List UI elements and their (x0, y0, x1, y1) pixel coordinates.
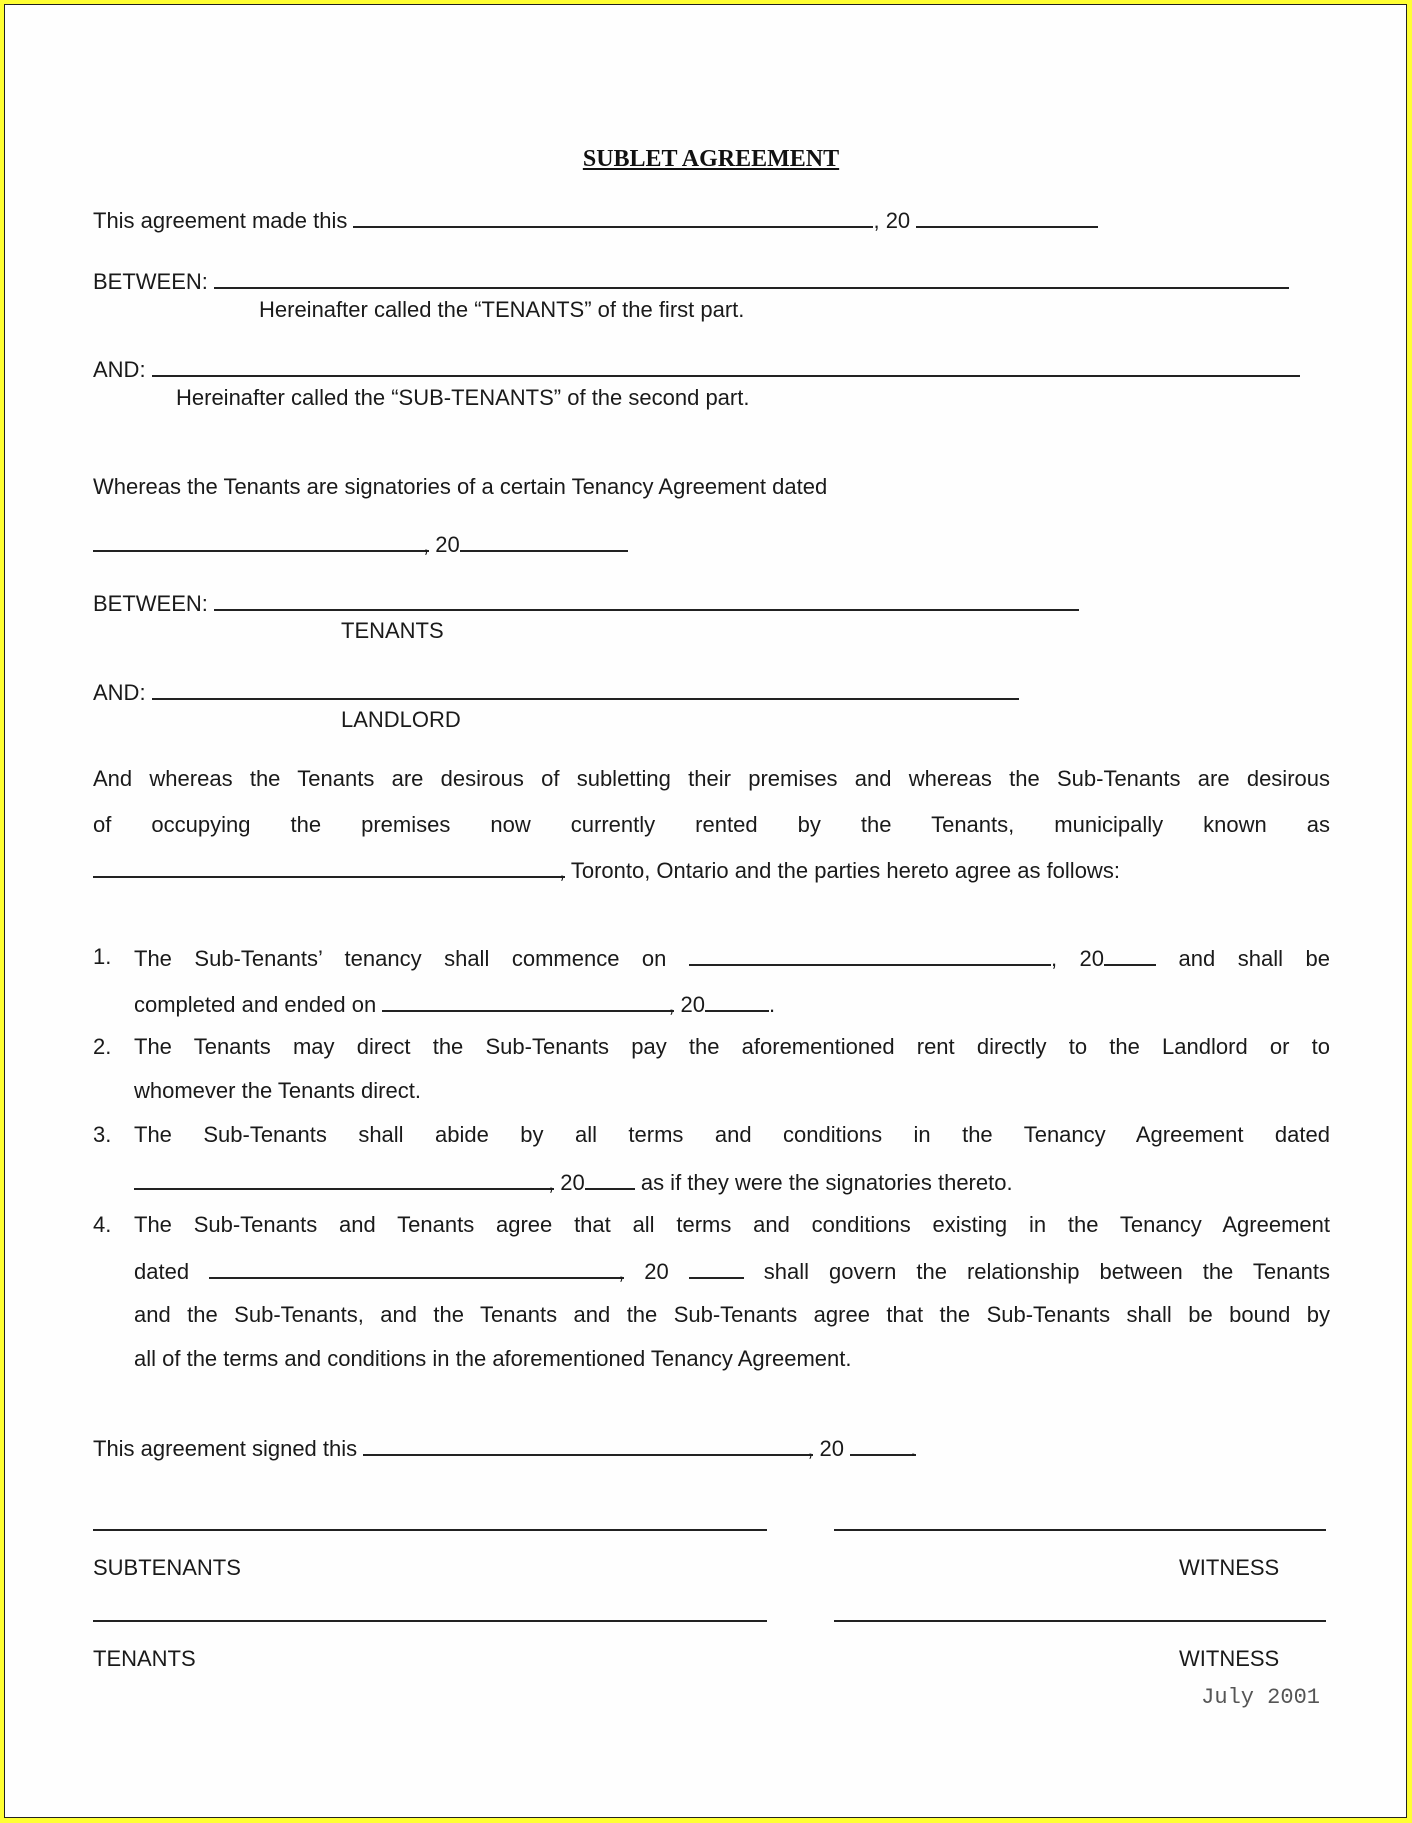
clause-4-line2 (134, 1257, 1330, 1285)
label: as if they were the signatories thereto. (640, 1170, 1013, 1195)
date-blank[interactable] (353, 206, 873, 228)
clause-number: 4. (93, 1212, 112, 1237)
label: BETWEEN: (93, 591, 208, 616)
label: , 20 (668, 992, 706, 1017)
witness-signature-line-1[interactable] (834, 1529, 1326, 1531)
tenants-label: TENANTS (93, 1646, 196, 1671)
label: dated (134, 1259, 190, 1284)
clause-3-line2 (134, 1168, 1013, 1196)
label: , 20 (618, 1259, 669, 1284)
witness-signature-line-2[interactable] (834, 1620, 1326, 1622)
whereas-text: Whereas the Tenants are signatories of a certain Tenancy Agreement dated (93, 474, 828, 499)
label: shall govern the relationship between the Tenants (763, 1259, 1330, 1284)
label: This agreement made this (93, 208, 348, 233)
label: . (910, 1436, 917, 1461)
tenants-caption-2: TENANTS (341, 618, 444, 643)
and-whereas-line1: And whereas the Tenants are desirous of subletting their premises and whereas the Sub-Tenants are desirous (93, 766, 1330, 791)
label: This agreement signed this (93, 1436, 358, 1461)
clause-4-line1: The Sub-Tenants and Tenants agree that all terms and conditions existing in the Tenancy Agreement (134, 1212, 1330, 1237)
label: , 20 (1050, 946, 1105, 971)
commence-year-blank[interactable] (1104, 944, 1156, 966)
label: , 20 (548, 1170, 585, 1195)
clause-2-line2: whomever the Tenants direct. (134, 1078, 421, 1103)
tenants-blank[interactable] (214, 267, 1289, 289)
clause-number: 3. (93, 1122, 112, 1147)
governing-year-blank[interactable] (689, 1257, 744, 1279)
and-whereas-line2: of occupying the premises now currently rented by the Tenants, municipally known as (93, 812, 1330, 837)
label: . (769, 992, 776, 1017)
agreement-date-blank[interactable] (134, 1168, 554, 1190)
clause-2-line1: The Tenants may direct the Sub-Tenants pay the aforementioned rent directly to the Landlord or to (134, 1034, 1330, 1059)
between-line (93, 267, 1289, 295)
label: and shall be (1178, 946, 1330, 971)
signed-year-blank[interactable] (850, 1434, 916, 1456)
subtenants-signature-line[interactable] (93, 1529, 767, 1531)
whereas-and-line (93, 678, 1019, 706)
tenancy-date-line (93, 530, 628, 558)
footer-date: July 2001 (1201, 1685, 1320, 1710)
document-page (4, 4, 1407, 1818)
witness-label-2: WITNESS (1179, 1646, 1280, 1671)
governing-date-blank[interactable] (209, 1257, 624, 1279)
label: The Sub-Tenants’ tenancy shall commence on (134, 946, 667, 971)
label: , 20 (873, 208, 911, 233)
tenants-blank-2[interactable] (214, 589, 1079, 611)
whereas-between-line (93, 589, 1079, 617)
and-whereas-line3 (93, 856, 1120, 884)
commence-date-blank[interactable] (689, 944, 1051, 966)
agreement-year-blank[interactable] (585, 1168, 635, 1190)
clause-number: 1. (93, 944, 112, 969)
document-title: SUBLET AGREEMENT (582, 146, 840, 172)
tenancy-date-blank[interactable] (93, 530, 429, 552)
landlord-caption: LANDLORD (341, 707, 461, 732)
tenants-caption: Hereinafter called the “TENANTS” of the first part. (259, 297, 745, 322)
clause-1-line1 (134, 944, 1330, 972)
landlord-blank[interactable] (152, 678, 1019, 700)
tenancy-year-blank[interactable] (460, 530, 628, 552)
agreement-made-line (93, 206, 1098, 234)
label: , Toronto, Ontario and the parties hereto agree as follows: (559, 858, 1120, 883)
end-date-blank[interactable] (382, 990, 674, 1012)
label: AND: (93, 357, 146, 382)
tenants-signature-line[interactable] (93, 1620, 767, 1622)
clause-4-line4: all of the terms and conditions in the aforementioned Tenancy Agreement. (134, 1346, 852, 1371)
subtenants-caption: Hereinafter called the “SUB-TENANTS” of the second part. (176, 385, 750, 410)
subtenants-label: SUBTENANTS (93, 1555, 241, 1580)
subtenants-blank[interactable] (152, 355, 1300, 377)
label: , 20 (807, 1436, 844, 1461)
signed-line (93, 1434, 916, 1462)
address-blank[interactable] (93, 856, 565, 878)
and-line (93, 355, 1300, 383)
witness-label-1: WITNESS (1179, 1555, 1280, 1580)
clause-4-line3: and the Sub-Tenants, and the Tenants and the Sub-Tenants agree that the Sub-Tenants shall be bound by (134, 1302, 1330, 1327)
label: completed and ended on (134, 992, 377, 1017)
clause-number: 2. (93, 1034, 112, 1059)
label: , 20 (423, 532, 460, 557)
clause-3-line1: The Sub-Tenants shall abide by all terms and conditions in the Tenancy Agreement dated (134, 1122, 1330, 1147)
label: BETWEEN: (93, 269, 208, 294)
signed-date-blank[interactable] (363, 1434, 813, 1456)
label: AND: (93, 680, 146, 705)
end-year-blank[interactable] (705, 990, 769, 1012)
clause-1-line2 (134, 990, 775, 1018)
year-blank[interactable] (916, 206, 1098, 228)
